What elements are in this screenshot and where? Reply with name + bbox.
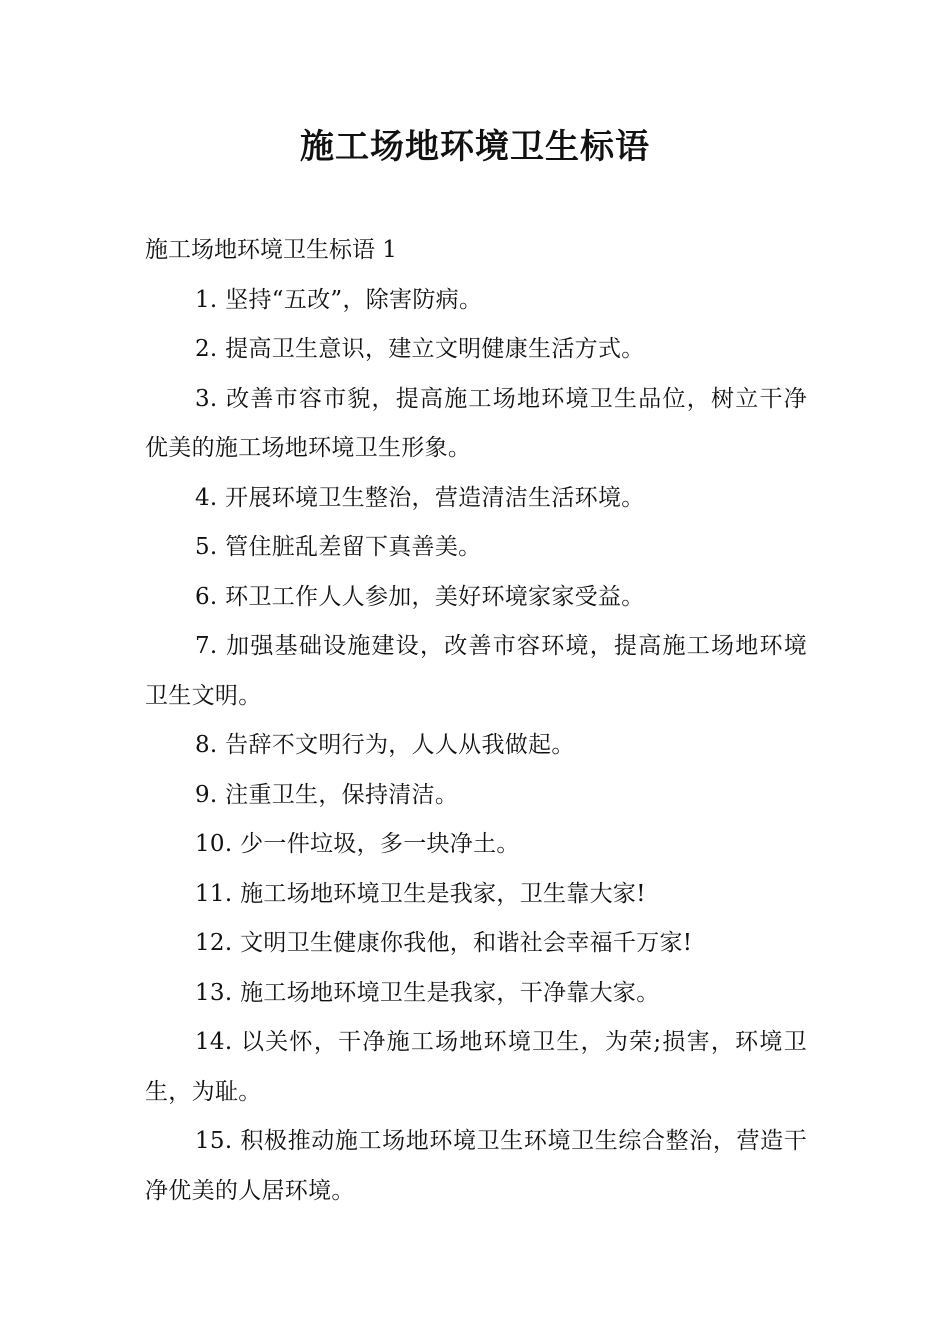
slogan-item-15: 15. 积极推动施工场地环境卫生环境卫生综合整治，营造干净优美的人居环境。 bbox=[145, 1128, 807, 1204]
slogan-item-6: 6. 环卫工作人人参加，美好环境家家受益。 bbox=[195, 583, 645, 610]
slogan-item-11: 11. 施工场地环境卫生是我家，卫生靠大家! bbox=[195, 880, 646, 907]
slogan-item-8: 8. 告辞不文明行为，人人从我做起。 bbox=[195, 732, 575, 758]
section-heading: 施工场地环境卫生标语 1 bbox=[145, 237, 397, 263]
slogan-item-1: 1. 坚持“五改”，除害防病。 bbox=[195, 286, 483, 313]
slogan-item-13: 13. 施工场地环境卫生是我家，干净靠大家。 bbox=[195, 979, 660, 1006]
document-title: 施工场地环境卫生标语 bbox=[300, 127, 650, 167]
slogan-item-5: 5. 管住脏乱差留下真善美。 bbox=[195, 534, 482, 560]
slogan-item-2: 2. 提高卫生意识，建立文明健康生活方式。 bbox=[195, 336, 645, 362]
slogan-item-4: 4. 开展环境卫生整治，营造清洁生活环境。 bbox=[195, 484, 645, 511]
document-body bbox=[145, 226, 807, 1216]
slogan-item-7: 7. 加强基础设施建设，改善市容环境，提高施工场地环境卫生文明。 bbox=[145, 633, 807, 709]
slogan-item-14: 14. 以关怀，干净施工场地环境卫生，为荣;损害，环境卫生，为耻。 bbox=[145, 1029, 807, 1105]
slogan-item-9: 9. 注重卫生，保持清洁。 bbox=[195, 781, 459, 808]
slogan-item-12: 12. 文明卫生健康你我他，和谐社会幸福千万家! bbox=[195, 930, 693, 956]
slogan-item-3: 3. 改善市容市貌，提高施工场地环境卫生品位，树立干净优美的施工场地环境卫生形象。 bbox=[145, 385, 807, 461]
slogan-item-10: 10. 少一件垃圾，多一块净土。 bbox=[195, 831, 520, 857]
